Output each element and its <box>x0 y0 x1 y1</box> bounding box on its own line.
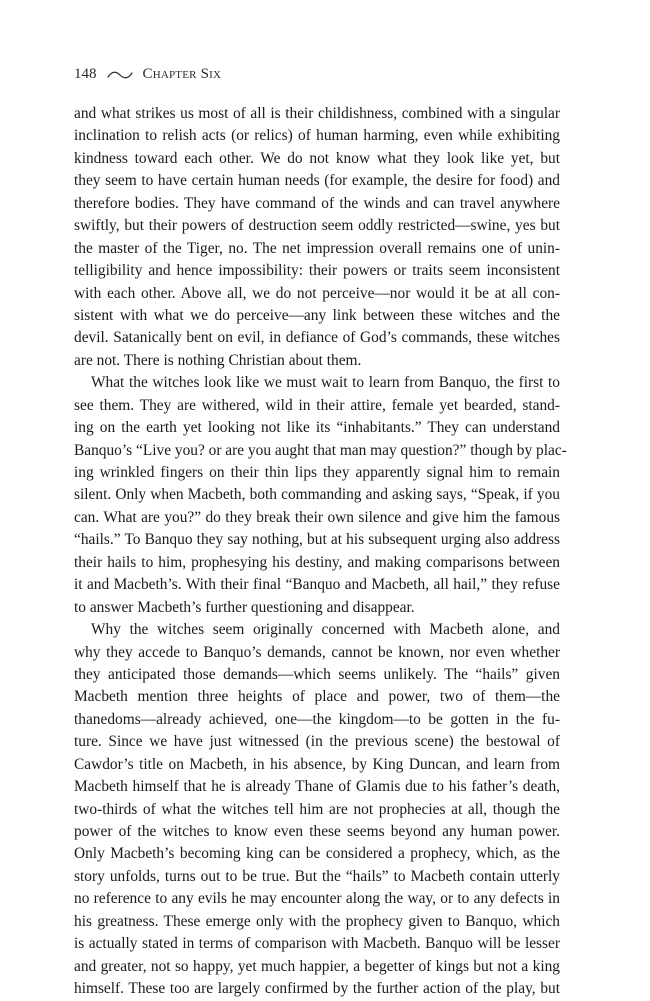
text-line: they seem to have certain human needs (for example, the desire for food) and <box>74 172 560 190</box>
paragraph <box>74 103 560 372</box>
text-line: his greatness. These emerge only with the prophecy given to Banquo, which <box>74 912 560 930</box>
body-text <box>74 103 567 1001</box>
running-head <box>74 66 221 83</box>
text-line: therefore bodies. They have command of the winds and can travel anywhere <box>74 194 560 212</box>
text-line: and what strikes us most of all is their childishness, combined with a singular <box>74 105 560 122</box>
text-line: inclination to relish acts (or relics) of human harming, even while exhibiting <box>74 127 560 145</box>
text-line: story unfolds, turns out to be true. But the “hails” to Macbeth contain utterly <box>74 867 560 885</box>
text-line: are not. There is nothing Christian about them. <box>74 351 362 369</box>
text-line: “hails.” To Banquo they say nothing, but at his subsequent urging also address <box>74 531 560 549</box>
text-line: Macbeth mention three heights of place and power, two of them—the <box>74 688 560 706</box>
text-line: two-thirds of what the witches tell him are not prophecies at all, though the <box>74 800 560 818</box>
text-line: Banquo’s “Live you? or are you aught that man may question?” though by plac- <box>74 441 567 459</box>
text-line: no reference to any evils he may encounter along the way, or to any defects in <box>74 890 560 908</box>
text-line: it and Macbeth’s. With their final “Banquo and Macbeth, all hail,” they refuse <box>74 576 560 594</box>
text-line: devil. Satanically bent on evil, in defiance of God’s commands, these witches <box>74 329 560 347</box>
text-line: ing wrinkled fingers on their thin lips they apparently signal him to remain <box>74 464 560 481</box>
text-line: to answer Macbeth’s further questioning and disappear. <box>74 598 415 616</box>
text-line: ture. Since we have just witnessed (in the previous scene) the bestowal of <box>74 733 560 751</box>
text-line: see them. They are withered, wild in their attire, female yet bearded, stand- <box>74 396 560 414</box>
page-number: 148 <box>74 66 97 82</box>
text-line: Why the witches seem originally concerned with Macbeth alone, and <box>91 621 560 639</box>
text-line: and greater, not so happy, yet much happier, a begetter of kings but not a king <box>74 957 560 975</box>
paragraph <box>74 619 560 1000</box>
text-line: telligibility and hence impossibility: their powers or traits seem inconsistent <box>74 262 560 280</box>
text-line: ing on the earth yet looking not like its “inhabitants.” They can understand <box>74 419 560 437</box>
chapter-title: Chapter Six <box>142 66 222 82</box>
text-line: himself. These too are largely confirmed by the further action of the play, but <box>74 980 560 998</box>
text-line: can. What are you?” do they break their own silence and give him the famous <box>74 508 560 526</box>
text-line: Only Macbeth’s becoming king can be considered a prophecy, which, as the <box>74 845 560 863</box>
text-line: is actually stated in terms of comparison with Macbeth. Banquo will be lesser <box>74 935 560 953</box>
text-line: Cawdor’s title on Macbeth, in his absence, by King Duncan, and learn from <box>74 755 560 773</box>
text-line: why they accede to Banquo’s demands, cannot be known, nor even whether <box>74 643 560 661</box>
text-line: What the witches look like we must wait to learn from Banquo, the first to <box>91 374 560 392</box>
text-line: Macbeth himself that he is already Thane of Glamis due to his father’s death, <box>74 778 560 796</box>
text-line: they anticipated those demands—which seems unlikely. The “hails” given <box>74 665 560 683</box>
text-line: the master of the Tiger, no. The net impression overall remains one of unin- <box>74 239 560 257</box>
text-line: their hails to him, prophesying his destiny, and making comparisons between <box>74 553 560 571</box>
text-line: with each other. Above all, we do not perceive—nor would it be at all con- <box>74 284 560 302</box>
swash-ornament-icon <box>107 70 133 80</box>
text-line: thanedoms—already achieved, one—the kingdom—to be gotten in the fu- <box>74 710 560 728</box>
text-line: power of the witches to know even these seems beyond any human power. <box>74 823 560 840</box>
text-line: swiftly, but their powers of destruction seem oddly restricted—swine, yes but <box>74 217 560 235</box>
text-line: sistent with what we do perceive—any link between these witches and the <box>74 306 560 324</box>
paragraph <box>74 372 567 619</box>
text-line: kindness toward each other. We do not know what they look like yet, but <box>74 149 560 167</box>
text-line: silent. Only when Macbeth, both commanding and asking says, “Speak, if you <box>74 486 560 504</box>
